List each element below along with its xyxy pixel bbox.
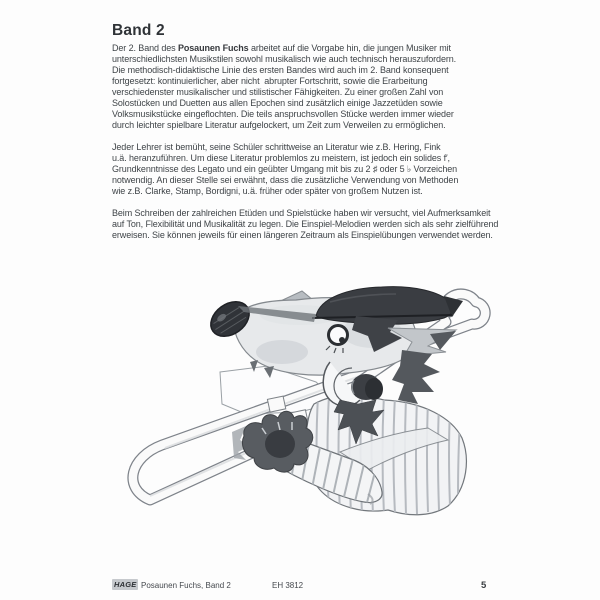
fox-bib [220, 366, 338, 414]
text-line: auf Ton, Flexibilität und Musikalität zu legen. Die Einspiel-Melodien werden sich als sehr zielführend [112, 219, 499, 229]
fox-cap [238, 287, 463, 324]
body-text [112, 43, 498, 252]
tuning-slide-knob [445, 308, 454, 317]
trombone-bell-tube [362, 294, 485, 380]
fox-ear-dark [352, 316, 402, 352]
fox-eye [326, 326, 348, 354]
fox-torso [306, 394, 467, 515]
text-line: Jeder Lehrer ist bemüht, seine Schüler schrittweise an Literatur wie z.B. Hering, Fink [112, 142, 441, 152]
text-line: Die methodisch-didaktische Linie des ersten Bandes wird auch im 2. Band konsequent [112, 65, 449, 75]
page-footer [0, 578, 600, 594]
mouthpiece [351, 374, 383, 400]
footer-series-title: Posaunen Fuchs, Band 2 [141, 581, 231, 590]
text-line: Beim Schreiben der zahlreichen Etüden und Spielstücke haben wir versucht, viel Aufmerksamkeit [112, 208, 491, 218]
text-line: Der 2. Band des Posaunen Fuchs arbeitet auf die Vorgabe hin, die jungen Musiker mit [112, 43, 451, 53]
paragraph-1 [112, 43, 498, 131]
text-line: fortgesetzt: kontinuierlicher, aber nicht abrupter Fortschritt, sowie die Erarbeitung [112, 76, 428, 86]
text-line: erweisen. Sie können jeweils für einen längeren Zeitraum als Einspielübungen verwendet werden. [112, 230, 493, 240]
fox-paw [232, 411, 313, 472]
footer-edition-number: EH 3812 [272, 581, 304, 590]
page-title: Band 2 [112, 22, 165, 39]
bold-title-ref: Posaunen Fuchs [177, 43, 249, 53]
fox-nose [204, 295, 256, 344]
text-line: unterschiedlichsten Musikstilen sowohl musikalisch wie auch technisch herauszufordern. [112, 54, 457, 64]
fox-ear-light [388, 328, 456, 356]
chin-tuft [334, 400, 384, 444]
text-line: Solostücken und Duetten aus allen Epochen sind zusätzlich einige Jazzetüden sowie [112, 98, 443, 108]
text-line: u.ä. heranzuführen. Um diese Literatur problemlos zu meistern, ist jedoch ein solides f′, [112, 153, 450, 163]
fox-snout [234, 298, 416, 375]
text-line: notwendig. An dieser Stelle sei erwähnt, dass die zusätzliche Verwendung von Methoden [112, 175, 459, 185]
text-line: Volksmusikstücke eingeflochten. Die teils anspruchsvollen Stücke werden immer wieder [112, 109, 454, 119]
slide-braces [267, 392, 308, 432]
fox-head [204, 287, 463, 444]
text-line: verschiedenster musikalischer und stilistischer Fähigkeiten. Zu einer großen Zahl von [112, 87, 444, 97]
fox-jaw [323, 362, 360, 406]
text-line: durch leichter spielbare Literatur aufgelockert, um Zeit zum Verweilen zu ermöglichen. [112, 120, 446, 130]
text-line: wie z.B. Clarke, Stamp, Bordigni, u.ä. früher oder später von großem Nutzen ist. [112, 186, 423, 196]
page-number: 5 [481, 580, 487, 591]
paragraph-2 [112, 142, 498, 197]
cap-back-flap [246, 291, 330, 317]
text-line: Grundkenntnisse des Legato und ein geübter Umgang mit bis zu 2 ♯ oder 5 ♭ Vorzeichen [112, 164, 458, 174]
publisher-logo: HAGE [114, 580, 137, 589]
trombone-slide [133, 370, 372, 500]
paragraph-3 [112, 208, 498, 241]
cheek-fur [392, 350, 440, 404]
fox-arm [252, 424, 448, 514]
